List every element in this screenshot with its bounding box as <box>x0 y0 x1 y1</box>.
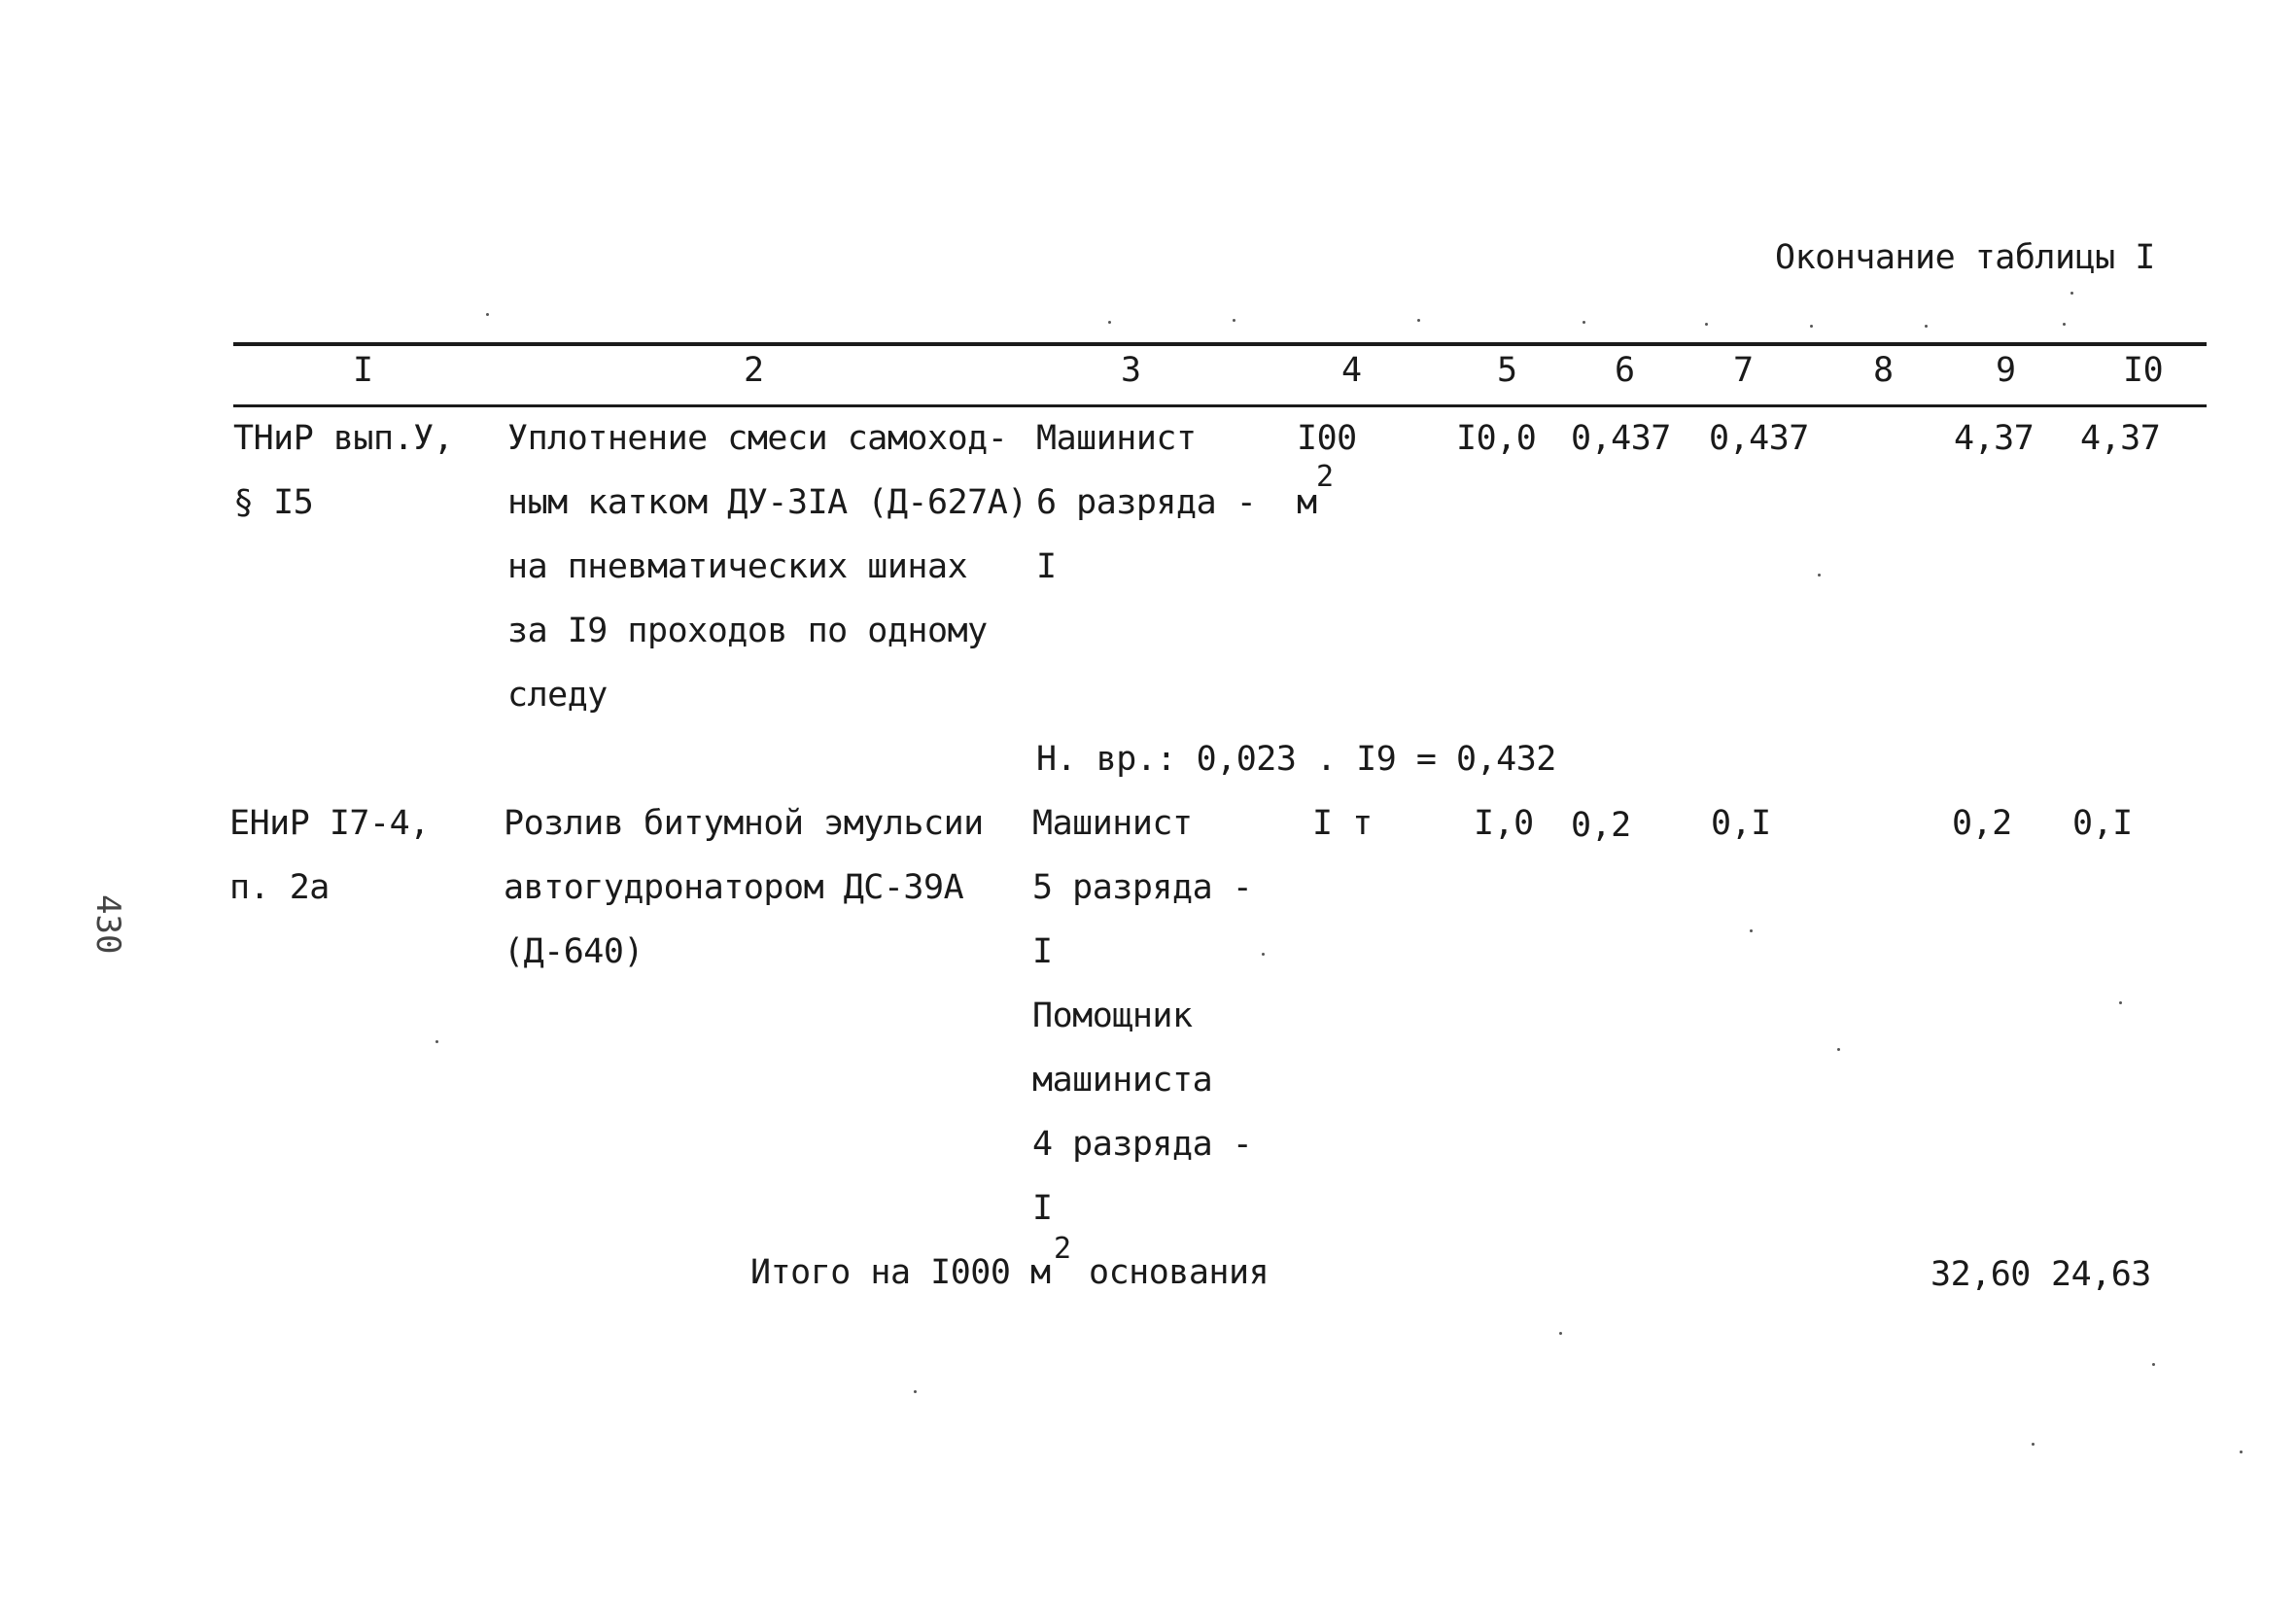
row2-col9: 0,2 <box>1952 804 2012 843</box>
scan-speck <box>2152 1363 2155 1366</box>
row2-workers-line7: I <box>1032 1189 1053 1228</box>
scan-speck <box>1705 323 1708 326</box>
total-label-before: Итого на I000 м <box>750 1253 1051 1292</box>
row1-description-line4: за I9 проходов по одному <box>507 612 988 650</box>
row1-col6: 0,437 <box>1571 419 1671 458</box>
row2-col5: I,0 <box>1474 804 1534 843</box>
scan-speck <box>486 313 489 316</box>
column-header-8: 8 <box>1873 351 1894 390</box>
row1-description-line5: следу <box>507 676 608 715</box>
column-header-6: 6 <box>1615 351 1635 390</box>
row1-source-line1: ТНиР вып.У, <box>233 419 454 458</box>
total-col10: 24,63 <box>2051 1255 2151 1294</box>
scan-speck <box>2240 1451 2243 1453</box>
scan-speck <box>1750 929 1753 932</box>
row2-workers-line6: 4 разряда - <box>1032 1125 1253 1164</box>
row1-unit-value: I00 <box>1297 419 1357 458</box>
row1-workers-line1: Машинист <box>1036 419 1197 458</box>
row1-col9: 4,37 <box>1954 419 2035 458</box>
scan-speck <box>1262 953 1265 956</box>
scan-speck <box>1233 319 1235 322</box>
scan-speck <box>1559 1332 1562 1335</box>
scan-speck <box>2070 292 2073 295</box>
row2-col10: 0,I <box>2072 804 2133 843</box>
table-top-rule <box>233 342 2207 346</box>
column-header-3: 3 <box>1121 351 1141 390</box>
margin-page-number: 430 <box>88 894 127 955</box>
row2-workers-line2: 5 разряда - <box>1032 868 1253 907</box>
row2-workers-line3: I <box>1032 932 1053 971</box>
row2-description-line2: автогудронатором ДС-39А <box>504 868 964 907</box>
row1-workers-line3: I <box>1036 547 1057 586</box>
row1-col5: I0,0 <box>1456 419 1537 458</box>
row2-source-line1: ЕНиР I7-4, <box>229 804 430 843</box>
column-header-2: 2 <box>744 351 764 390</box>
row1-col10: 4,37 <box>2080 419 2161 458</box>
row1-description-line1: Уплотнение смеси самоход- <box>507 419 1008 458</box>
row2-unit: I т <box>1312 804 1373 843</box>
row1-source-line2: § I5 <box>233 483 314 522</box>
scan-speck <box>1925 325 1928 328</box>
total-label-power: 2 <box>1054 1232 1072 1266</box>
row2-source-line2: п. 2а <box>229 868 330 907</box>
row1-description-line2: ным катком ДУ-3IА (Д-627А) <box>507 483 1027 522</box>
scan-speck <box>1108 321 1111 324</box>
total-label-after: основания <box>1089 1253 1270 1292</box>
total-col9: 32,60 <box>1931 1255 2031 1294</box>
row2-col6: 0,2 <box>1571 806 1631 845</box>
scan-speck <box>2119 1001 2122 1004</box>
scan-speck <box>2063 323 2066 326</box>
scan-speck <box>1818 574 1821 577</box>
row1-unit-name: м <box>1297 483 1317 522</box>
scan-speck <box>1417 319 1420 322</box>
column-header-7: 7 <box>1733 351 1754 390</box>
row2-description-line3: (Д-640) <box>504 932 644 971</box>
row2-workers-line5: машиниста <box>1032 1061 1213 1100</box>
scan-speck <box>435 1040 438 1043</box>
column-header-1: I <box>353 351 373 390</box>
scan-speck <box>914 1390 917 1393</box>
scan-speck <box>2032 1443 2035 1446</box>
scan-speck <box>1583 321 1585 324</box>
row2-workers-line1: Машинист <box>1032 804 1193 843</box>
column-header-9: 9 <box>1996 351 2016 390</box>
row1-description-line3: на пневматических шинах <box>507 547 968 586</box>
row2-description-line1: Розлив битумной эмульсии <box>504 804 984 843</box>
row2-workers-line4: Помощник <box>1032 996 1193 1035</box>
row1-unit-power: 2 <box>1316 460 1335 494</box>
scan-speck <box>1837 1048 1840 1051</box>
row1-col7: 0,437 <box>1709 419 1809 458</box>
row1-workers-line2: 6 разряда - <box>1036 483 1257 522</box>
table-continuation-caption: Окончание таблицы I <box>1775 238 2155 277</box>
column-header-4: 4 <box>1341 351 1362 390</box>
row2-col7: 0,I <box>1711 804 1771 843</box>
column-header-10: I0 <box>2123 351 2164 390</box>
scan-speck <box>1810 325 1813 328</box>
column-header-5: 5 <box>1497 351 1517 390</box>
row1-time-norm-note: Н. вр.: 0,023 . I9 = 0,432 <box>1036 740 1556 779</box>
